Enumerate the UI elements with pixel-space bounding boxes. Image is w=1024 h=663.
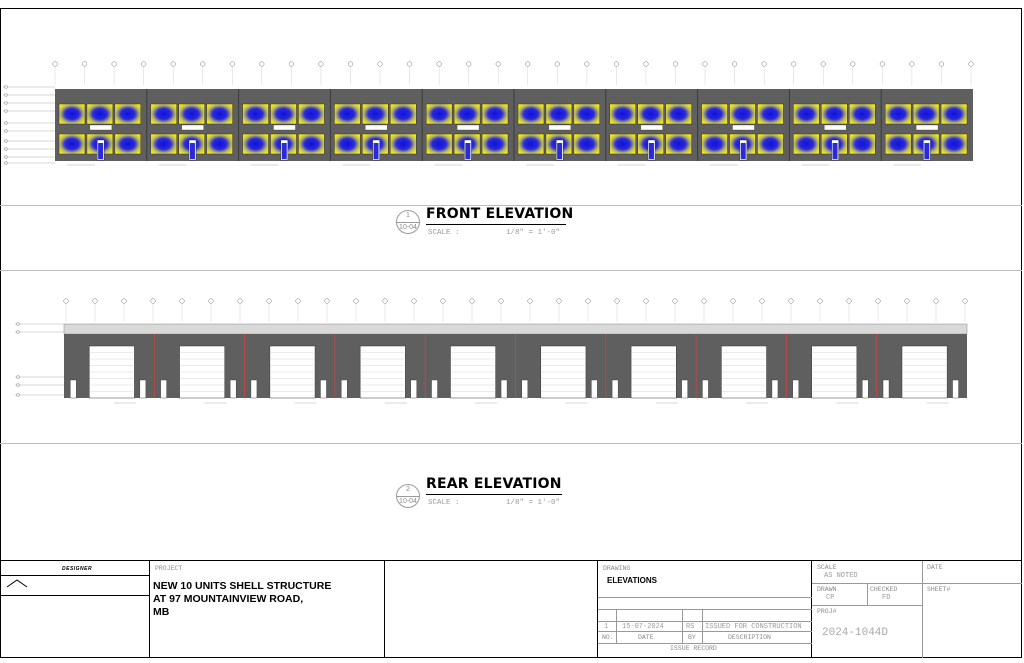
man-door (70, 380, 76, 398)
info-rule (812, 583, 1022, 584)
window (638, 104, 664, 124)
issue-rule (598, 597, 812, 598)
grid-bubble (82, 62, 87, 67)
man-door (772, 380, 778, 398)
grid-bubble (499, 299, 504, 304)
level-markers (3, 85, 55, 164)
project-line-1: NEW 10 UNITS SHELL STRUCTURE (153, 580, 332, 592)
window (151, 134, 177, 154)
window (821, 104, 847, 124)
grid-bubble (238, 299, 243, 304)
man-door (682, 380, 688, 398)
entry-door-glass (924, 143, 929, 159)
window (885, 134, 911, 154)
column-grid (53, 62, 974, 85)
issue-header-by: BY (688, 634, 696, 641)
level-markers (15, 322, 64, 396)
front-elevation-drawing (0, 55, 1024, 180)
grid-bubble (470, 299, 475, 304)
man-door (341, 380, 347, 398)
grid-bubble (910, 62, 915, 67)
man-door (432, 380, 438, 398)
issue-col (616, 609, 617, 643)
entry-door-glass (190, 143, 195, 159)
window (849, 134, 875, 154)
window (115, 134, 141, 154)
man-door (702, 380, 708, 398)
rear-bubble-number: 2 (406, 486, 410, 493)
man-door (953, 380, 959, 398)
title-block (0, 560, 1022, 658)
grid-bubble (53, 62, 58, 67)
man-door (793, 380, 799, 398)
grid-bubble (732, 62, 737, 67)
unit-sign (182, 125, 204, 130)
grid-bubble (64, 299, 69, 304)
grid-bubble (731, 299, 736, 304)
man-door (501, 380, 507, 398)
grid-bubble (407, 62, 412, 67)
checked-label: CHECKED (870, 586, 898, 593)
window (298, 104, 324, 124)
grid-bubble (383, 299, 388, 304)
window (574, 134, 600, 154)
grid-bubble (171, 62, 176, 67)
issue-rule (598, 609, 812, 610)
grid-bubble (847, 299, 852, 304)
info-col (867, 583, 868, 605)
grid-bubble (615, 299, 620, 304)
grid-bubble (586, 299, 591, 304)
info-rule (812, 605, 922, 606)
window (666, 104, 692, 124)
grid-bubble (296, 299, 301, 304)
grid-bubble (151, 299, 156, 304)
window (454, 104, 480, 124)
grid-bubble (325, 299, 330, 304)
grid-bubble (673, 62, 678, 67)
grid-bubble (528, 299, 533, 304)
section-divider (0, 270, 1022, 271)
unit-sign (457, 125, 479, 130)
window (362, 104, 388, 124)
window (390, 134, 416, 154)
window (179, 104, 205, 124)
issue-col (702, 609, 703, 643)
grid-bubble (789, 299, 794, 304)
unit-sign (365, 125, 387, 130)
blank-cell (385, 561, 598, 658)
title-underline (426, 224, 566, 225)
grid-bubble (880, 62, 885, 67)
man-door (522, 380, 528, 398)
issue-by: RS (686, 623, 695, 631)
bubble-divider (396, 222, 420, 223)
grid-bubble (141, 62, 146, 67)
window (518, 134, 544, 154)
grid-bubble (851, 62, 856, 67)
project-label: PROJECT (155, 565, 183, 572)
entry-door-glass (465, 143, 470, 159)
grid-bubble (821, 62, 826, 67)
window (482, 134, 508, 154)
man-door (883, 380, 889, 398)
rear-scale-value: 1/8" = 1'-0" (506, 499, 561, 507)
title-underline (426, 494, 562, 495)
window (941, 104, 967, 124)
drawing-cell (598, 561, 812, 658)
unit-sign (916, 125, 938, 130)
scale-value: AS NOTED (824, 572, 858, 580)
window (546, 104, 572, 124)
window (207, 104, 233, 124)
drawing-value: ELEVATIONS (607, 576, 657, 585)
grid-bubble (644, 299, 649, 304)
man-door (230, 380, 236, 398)
entry-door-glass (98, 143, 103, 159)
grid-bubble (260, 62, 265, 67)
grid-bubble (557, 299, 562, 304)
date-label: DATE (927, 564, 943, 571)
designer-label: DESIGNER (62, 566, 93, 572)
window (610, 134, 636, 154)
window (426, 134, 452, 154)
issue-rule (598, 631, 812, 632)
man-door (411, 380, 417, 398)
unit-sign (90, 125, 112, 130)
info-col (922, 561, 923, 658)
issue-date: 15-07-2024 (622, 623, 665, 631)
man-door (161, 380, 167, 398)
entry-door-glass (649, 143, 654, 159)
designer-rule (0, 595, 150, 596)
window (610, 104, 636, 124)
issue-rule (598, 621, 812, 622)
issue-header-date: DATE (638, 634, 654, 641)
project-line-2: AT 97 MOUNTAINVIEW ROAD, (153, 593, 304, 605)
window (913, 104, 939, 124)
designer-cell (0, 561, 150, 658)
window (793, 134, 819, 154)
window (518, 104, 544, 124)
window (207, 134, 233, 154)
window (702, 134, 728, 154)
window (482, 104, 508, 124)
grid-bubble (378, 62, 383, 67)
grid-bubble (969, 62, 974, 67)
grid-bubble (112, 62, 117, 67)
proj-value: 2024-1044D (822, 627, 889, 639)
window (59, 104, 85, 124)
project-line-3: MB (153, 606, 170, 618)
grid-bubble (673, 299, 678, 304)
entry-door-glass (741, 143, 746, 159)
grid-bubble (289, 62, 294, 67)
grid-bubble (354, 299, 359, 304)
rear-bubble-sheet: 10-04 (399, 498, 417, 505)
man-door (140, 380, 146, 398)
front-scale-value: 1/8" = 1'-0" (506, 229, 561, 237)
window (730, 104, 756, 124)
window (390, 104, 416, 124)
unit-sign (549, 125, 571, 130)
grid-bubble (934, 299, 939, 304)
scale-label: SCALE (817, 564, 837, 571)
project-cell (150, 561, 385, 658)
grid-bubble (437, 62, 442, 67)
window (115, 104, 141, 124)
grid-bubble (230, 62, 235, 67)
grid-bubble (585, 62, 590, 67)
unit-sign (273, 125, 295, 130)
window (243, 134, 269, 154)
window (334, 104, 360, 124)
grid-bubble (703, 62, 708, 67)
man-door (591, 380, 597, 398)
rear-scale-label: SCALE : (428, 499, 460, 507)
window (885, 104, 911, 124)
grid-bubble (760, 299, 765, 304)
grid-bubble (939, 62, 944, 67)
unit-sign (824, 125, 846, 130)
issue-description: ISSUED FOR CONSTRUCTION (705, 623, 802, 631)
info-cell (812, 561, 1022, 658)
issue-rule (598, 643, 812, 644)
window (334, 134, 360, 154)
drawing-label: DRAWING (603, 565, 631, 572)
grid-bubble (180, 299, 185, 304)
bubble-divider (396, 496, 420, 497)
window (574, 104, 600, 124)
man-door (862, 380, 868, 398)
grid-bubble (412, 299, 417, 304)
window (298, 134, 324, 154)
window (702, 104, 728, 124)
window (757, 104, 783, 124)
column-grid (64, 299, 968, 322)
front-bubble-sheet: 10-04 (399, 224, 417, 231)
issue-header-description: DESCRIPTION (728, 634, 771, 641)
issue-col (682, 609, 683, 643)
entry-door-glass (374, 143, 379, 159)
grid-bubble (876, 299, 881, 304)
front-scale-label: SCALE : (428, 229, 460, 237)
window (243, 104, 269, 124)
grid-bubble (644, 62, 649, 67)
designer-logo-icon (5, 577, 29, 589)
grid-bubble (200, 62, 205, 67)
front-elevation-title: FRONT ELEVATION (426, 206, 574, 222)
grid-bubble (905, 299, 910, 304)
grid-bubble (93, 299, 98, 304)
window (793, 104, 819, 124)
grid-bubble (614, 62, 619, 67)
grid-bubble (466, 62, 471, 67)
issue-no: 1 (604, 623, 609, 631)
grid-bubble (348, 62, 353, 67)
man-door (320, 380, 326, 398)
window (426, 104, 452, 124)
grid-bubble (496, 62, 501, 67)
grid-bubble (762, 62, 767, 67)
unit-sign (732, 125, 754, 130)
grid-bubble (791, 62, 796, 67)
window (271, 104, 297, 124)
window (87, 104, 113, 124)
window (666, 134, 692, 154)
man-door (612, 380, 618, 398)
checked-value: FD (882, 594, 891, 602)
issue-record-label: ISSUE RECORD (670, 645, 717, 652)
unit-sign (641, 125, 663, 130)
grid-bubble (209, 299, 214, 304)
rear-elevation-title: REAR ELEVATION (426, 476, 562, 492)
section-divider (0, 443, 1022, 444)
drawn-value: CP (826, 594, 835, 602)
grid-bubble (963, 299, 968, 304)
grid-bubble (267, 299, 272, 304)
grid-bubble (525, 62, 530, 67)
window (151, 104, 177, 124)
entry-door-glass (557, 143, 562, 159)
designer-rule (0, 575, 150, 576)
window (941, 134, 967, 154)
rear-parapet (64, 324, 967, 334)
man-door (251, 380, 257, 398)
window (757, 134, 783, 154)
grid-bubble (818, 299, 823, 304)
window (849, 104, 875, 124)
rear-elevation-drawing (0, 295, 1024, 410)
grid-bubble (702, 299, 707, 304)
grid-bubble (319, 62, 324, 67)
window (59, 134, 85, 154)
sheet-label: SHEET# (927, 586, 951, 593)
grid-bubble (122, 299, 127, 304)
drawn-label: DRAWN (817, 586, 837, 593)
entry-door-glass (833, 143, 838, 159)
proj-label: PROJ# (817, 608, 837, 615)
issue-header-no: NO. (602, 634, 614, 641)
grid-bubble (441, 299, 446, 304)
grid-bubble (555, 62, 560, 67)
front-bubble-number: 1 (406, 212, 410, 219)
entry-door-glass (282, 143, 287, 159)
